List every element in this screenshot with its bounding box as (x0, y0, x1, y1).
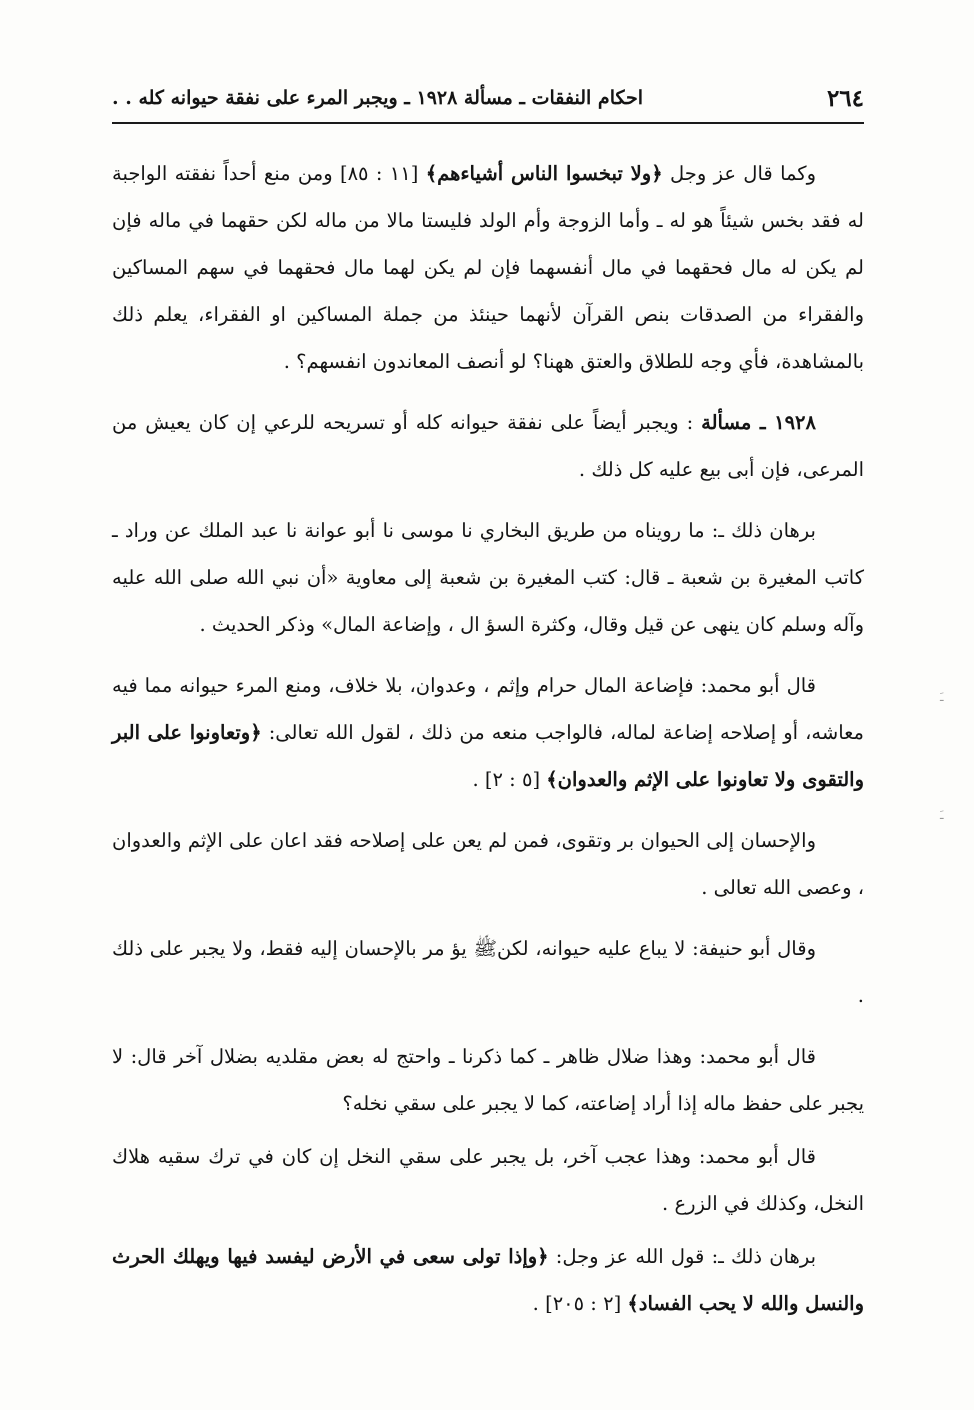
text-segment: [٥ : ٢] . (472, 768, 547, 791)
margin-mark: ﹷ (940, 690, 944, 704)
paragraph (112, 1233, 864, 1327)
page-header (112, 78, 864, 118)
paragraph (112, 1033, 864, 1127)
running-title: احكام النفقات ـ مسألة ١٩٢٨ ـ ويجبر المرء على نفقة حيوانه كله . . (112, 87, 643, 109)
bold-segment: ﴿وتعاونوا على البر والتقوى ولا تعاونوا على الإثم والعدوان﴾ (112, 721, 864, 791)
paragraph (112, 925, 864, 1019)
text-segment: [٢ : ٢٠٥] . (532, 1292, 628, 1315)
header-rule (112, 122, 864, 124)
text-segment: وقال أبو حنيفة: لا يباع عليه حيوانه، لكنﷺ يؤ مر بالإحسان إليه فقط، ولا يجبر على ذلك . (112, 937, 864, 1007)
page-number: ٢٦٤ (826, 84, 864, 112)
bold-segment: ﴿ولا تبخسوا الناس أشياءهم﴾ (425, 162, 663, 185)
text-segment: قال أبو محمد: فإضاعة المال حرام وإثم ، وعدوان، بلا خلاف، ومنع المرء حيوانه مما فيه معاشه، أو إصلاحه إضاعة لماله، فالواجب منعه من ذلك ، لقول الله تعالى: (112, 674, 864, 744)
paragraph (112, 662, 864, 803)
paragraph (112, 1133, 864, 1227)
text-segment: قال أبو محمد: وهذا عجب آخر، بل يجبر على سقي النخل إن كان في ترك سقيه هلاك النخل، وكذلك في الزرع . (112, 1145, 864, 1215)
body-text (112, 150, 864, 1341)
bold-segment: ﴿وإذا تولى سعى في الأرض ليفسد فيها ويهلك الحرث والنسل والله لا يحب الفساد﴾ (112, 1245, 864, 1315)
text-segment: والإحسان إلى الحيوان بر وتقوى، فمن لم يعن على إصلاحه فقد اعان على الإثم والعدوان ، وعصى الله تعالى . (112, 829, 864, 899)
text-segment: برهان ذلك ـ: ما رويناه من طريق البخاري نا موسى نا أبو عوانة نا عبد الملك عن وراد ـ كاتب المغيرة بن شعبة ـ قال: كتب المغيرة بن شعبة إلى معاوية «أن نبي الله صلى الله عليه وآله وسلم كان ينهى عن قيل وقال، وكثرة السؤ ال ، وإضاعة المال» وذكر الحديث . (112, 519, 864, 636)
text-segment: برهان ذلك ـ: قول الله عز وجل: (548, 1245, 817, 1268)
margin-mark: ﹷ (940, 808, 944, 822)
paragraph (112, 507, 864, 648)
paragraph (112, 399, 864, 493)
text-segment: وكما قال عز وجل (662, 162, 816, 185)
text-segment: [١١ : ٨٥] ومن منع أحداً نفقته الواجبة له فقد بخس شيئاً هو له ـ وأما الزوجة وأم الولد فليستا مالا من ماله لكن حقهما في ماله فإن لم يكن له مال فحقهما في مال أنفسهما فإن لم يكن لهما مال فحقهما في سهم المساكين والفقراء من الصدقات بنص القرآن لأنهما حينئذ من جملة المساكين او الفقراء، يعلم ذلك بالمشاهدة، فأي وجه للطلاق والعتق ههنا؟ لو أنصف المعاندون انفسهم؟ . (112, 162, 864, 373)
bold-segment: ١٩٢٨ ـ مسألة (701, 411, 816, 434)
paragraph (112, 817, 864, 911)
text-segment: قال أبو محمد: وهذا ضلال ظاهر ـ كما ذكرنا ـ واحتج له بعض مقلديه بضلال آخر قال: لا يجبر على حفظ ماله إذا أراد إضاعته، كما لا يجبر على سقي نخله؟ (112, 1045, 864, 1115)
text-segment: : ويجبر أيضاً على نفقة حيوانه كله أو تسريحه للرعي إن كان يعيش من المرعى، فإن أبى بيع عليه كل ذلك . (112, 411, 864, 481)
paragraph (112, 150, 864, 385)
